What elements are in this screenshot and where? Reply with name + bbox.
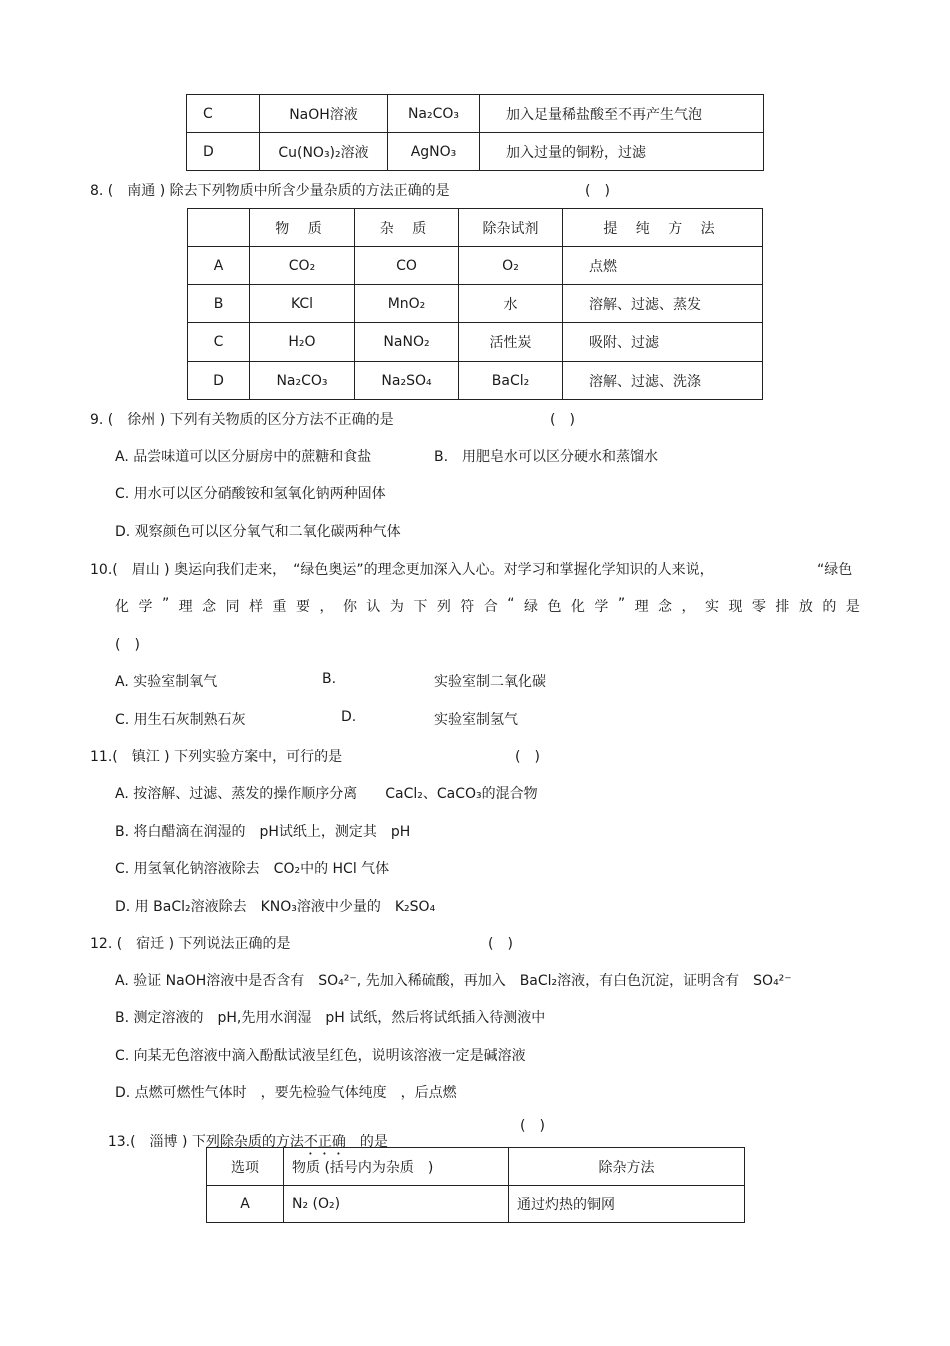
q10-char: 化 [115, 599, 129, 615]
q10-char: 学 [594, 599, 609, 615]
q10-stem-line2 [115, 596, 860, 616]
q13-stem-pre: 13.( 淄博 ) 下列除杂质的方法 [107, 1134, 304, 1150]
table-cell: BaCl₂ [459, 362, 563, 400]
q10-char: 放 [798, 599, 813, 615]
q10-stem-line1: 10.( 眉山 ) 奥运向我们走来， “绿色奥运”的理念更加深入人心。对学习和掌握化学知识的人来说， [90, 562, 714, 578]
q10-option-b: 实验室制二氧化碳 [434, 674, 546, 690]
table-header-cell: 杂 质 [355, 209, 459, 247]
table-header-cell: 除杂试剂 [459, 209, 563, 247]
q11-option-c: C. 用氢氧化钠溶液除去 CO₂中的 HCl 气体 [115, 861, 390, 877]
table-cell: N₂ (O₂) [284, 1186, 509, 1223]
q9-option-d: D. 观察颜色可以区分氧气和二氧化碳两种气体 [115, 524, 401, 540]
table-cell: B [188, 285, 250, 323]
table-header-cell: 提 纯 方 法 [563, 209, 763, 247]
table-cell: NaOH溶液 [260, 95, 388, 133]
q10-char: 念 [658, 599, 673, 615]
q11-answer-paren: ( ) [515, 749, 540, 765]
table-cell: 水 [459, 285, 563, 323]
q9-stem: 9. ( 徐州 ) 下列有关物质的区分方法不正确的是 [90, 412, 394, 428]
table-header-row [207, 1148, 745, 1186]
q13-table [206, 1147, 745, 1223]
q10-char: ， [319, 599, 334, 615]
q10-char: 同 [225, 599, 240, 615]
table-cell: D [188, 362, 250, 400]
table-header-cell: 物 质 [250, 209, 355, 247]
table-cell: 溶解、过滤、蒸发 [563, 285, 763, 323]
table-row [207, 1186, 745, 1223]
q12-option-d: D. 点燃可燃性气体时 ，要先检验气体纯度 ，后点燃 [115, 1085, 457, 1101]
table-row [188, 285, 763, 323]
q10-char: 要 [296, 599, 311, 615]
table-row [187, 133, 764, 171]
q10-char: 念 [202, 599, 217, 615]
table-cell: Na₂CO₃ [388, 95, 480, 133]
q10-char: 认 [366, 599, 381, 615]
table-header-cell: 物质 (括号内为杂质 ) [284, 1148, 509, 1186]
q10-char: 实 [704, 599, 719, 615]
q10-option-d-label: D. [341, 709, 357, 725]
q12-option-a: A. 验证 NaOH溶液中是否含有 SO₄²⁻, 先加入稀硫酸，再加入 BaCl₂溶液，有白色沉淀，证明含有 SO₄²⁻ [115, 973, 792, 989]
q12-option-c: C. 向某无色溶液中滴入酚酞试液呈红色，说明该溶液一定是碱溶液 [115, 1048, 526, 1064]
table-cell: MnO₂ [355, 285, 459, 323]
q10-char: 化 [570, 599, 585, 615]
q10-char: 下 [413, 599, 428, 615]
table-cell: 通过灼热的铜网 [509, 1186, 745, 1223]
q10-char: 零 [751, 599, 766, 615]
q11-option-a: A. 按溶解、过滤、蒸发的操作顺序分离 CaCl₂、CaCO₃的混合物 [115, 786, 538, 802]
table-cell: CO₂ [250, 247, 355, 285]
table-cell: 点燃 [563, 247, 763, 285]
q9-option-b: B. 用肥皂水可以区分硬水和蒸馏水 [434, 449, 659, 465]
table-cell: O₂ [459, 247, 563, 285]
q10-char: 现 [728, 599, 743, 615]
q10-char: “ [507, 596, 515, 612]
q10-char: 重 [272, 599, 287, 615]
q10-char: 列 [436, 599, 451, 615]
q10-option-d: 实验室制氢气 [434, 712, 518, 728]
q10-char: 排 [775, 599, 790, 615]
table-cell: AgNO₃ [388, 133, 480, 171]
q10-char: 理 [178, 599, 193, 615]
table-cell: 活性炭 [459, 323, 563, 362]
q8-answer-paren: ( ) [585, 183, 610, 199]
q10-char: 你 [342, 599, 357, 615]
q11-option-d: D. 用 BaCl₂溶液除去 KNO₃溶液中少量的 K₂SO₄ [115, 899, 436, 915]
table-cell: Na₂SO₄ [355, 362, 459, 400]
table-cell: A [207, 1186, 284, 1223]
q10-char: 学 [138, 599, 153, 615]
q10-char: ” [617, 596, 626, 612]
q10-option-a: A. 实验室制氧气 [115, 674, 218, 690]
table-cell: 加入足量稀盐酸至不再产生气泡 [480, 95, 764, 133]
table-header-cell [188, 209, 250, 247]
q9-answer-paren: ( ) [550, 412, 575, 428]
table-cell: D [187, 133, 260, 171]
table-cell: 吸附、过滤 [563, 323, 763, 362]
q12-stem: 12. ( 宿迁 ) 下列说法正确的是 [90, 936, 291, 952]
q10-answer-paren: ( ) [115, 637, 140, 653]
table-row [188, 362, 763, 400]
q10-char: 色 [547, 599, 562, 615]
q10-char: 是 [845, 599, 860, 615]
q13-stem-emphasis: 不正确 [303, 1134, 346, 1150]
q9-option-a: A. 品尝味道可以区分厨房中的蔗糖和食盐 [115, 449, 372, 465]
table-cell: H₂O [250, 323, 355, 362]
q8-stem: 8. ( 南通 ) 除去下列物质中所含少量杂质的方法正确的是 [90, 183, 450, 199]
table-row [188, 323, 763, 362]
q10-char: ， [681, 599, 696, 615]
table-cell: Cu(NO₃)₂溶液 [260, 133, 388, 171]
q10-char: 合 [483, 599, 498, 615]
q10-char: 绿 [523, 599, 538, 615]
q11-option-b: B. 将白醋滴在润湿的 pH试纸上，测定其 pH [115, 824, 411, 840]
q10-char: 理 [634, 599, 649, 615]
q12-option-b: B. 测定溶液的 pH,先用水润湿 pH 试纸，然后将试纸插入待测液中 [115, 1010, 546, 1026]
q9-option-c: C. 用水可以区分硝酸铵和氢氧化钠两种固体 [115, 486, 386, 502]
table-cell: Na₂CO₃ [250, 362, 355, 400]
q10-char: 为 [389, 599, 404, 615]
table-header-cell: 选项 [207, 1148, 284, 1186]
table-cell: C [188, 323, 250, 362]
q10-option-b-label: B. [322, 671, 337, 687]
q13-stem-post: 的是 [345, 1134, 388, 1150]
table-cell: 溶解、过滤、洗涤 [563, 362, 763, 400]
table-cell: CO [355, 247, 459, 285]
table-header-row [188, 209, 763, 247]
q13-answer-paren: ( ) [520, 1118, 545, 1134]
table-row [187, 95, 764, 133]
table-cell: KCl [250, 285, 355, 323]
table-top [186, 94, 764, 171]
table-row [188, 247, 763, 285]
q10-char: ” [161, 596, 170, 612]
q11-stem: 11.( 镇江 ) 下列实验方案中，可行的是 [90, 749, 343, 765]
q8-table [187, 208, 763, 400]
table-cell: C [187, 95, 260, 133]
q10-stem-line1-end: “绿色 [817, 562, 853, 578]
table-header-cell: 除杂方法 [509, 1148, 745, 1186]
q12-answer-paren: ( ) [488, 936, 513, 952]
q10-option-c: C. 用生石灰制熟石灰 [115, 712, 246, 728]
q10-char: 的 [822, 599, 837, 615]
table-cell: NaNO₂ [355, 323, 459, 362]
q10-char: 符 [460, 599, 475, 615]
table-cell: A [188, 247, 250, 285]
q10-char: 样 [249, 599, 264, 615]
table-cell: 加入过量的铜粉，过滤 [480, 133, 764, 171]
